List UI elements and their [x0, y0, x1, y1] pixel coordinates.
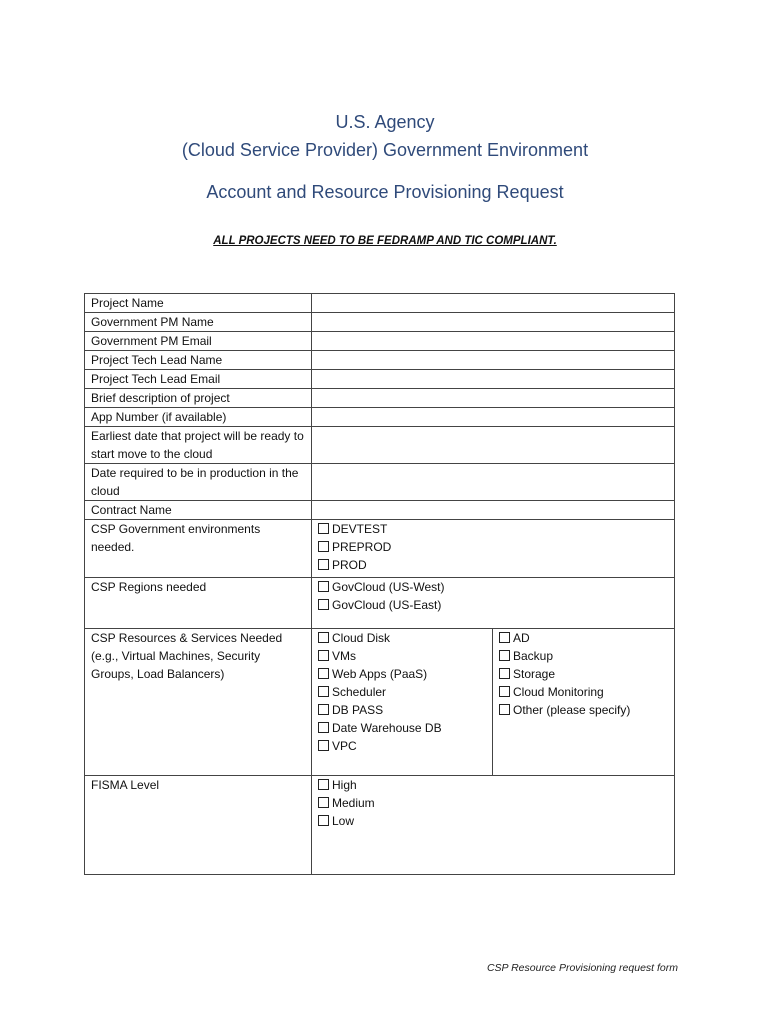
- table-row: [85, 370, 675, 389]
- option-high[interactable]: [318, 776, 668, 794]
- checkbox-icon[interactable]: [499, 704, 510, 715]
- pm-name-field[interactable]: [312, 313, 675, 332]
- option-label: High: [332, 778, 357, 792]
- option-vpc[interactable]: [318, 737, 486, 755]
- field-label: CSP Regions needed: [85, 578, 312, 629]
- table-row: [85, 332, 675, 351]
- checkbox-icon[interactable]: [318, 559, 329, 570]
- table-row: [85, 389, 675, 408]
- table-row: [85, 464, 675, 501]
- option-label: VMs: [332, 649, 356, 663]
- checkbox-icon[interactable]: [318, 541, 329, 552]
- table-row: [85, 351, 675, 370]
- field-label: FISMA Level: [85, 776, 312, 875]
- option-label: AD: [513, 631, 530, 645]
- table-row: [85, 313, 675, 332]
- request-title: Account and Resource Provisioning Request: [206, 182, 564, 202]
- fisma-options: [312, 776, 675, 875]
- checkbox-icon[interactable]: [318, 523, 329, 534]
- regions-options: [312, 578, 675, 629]
- table-row: [85, 294, 675, 313]
- option-label: Low: [332, 814, 355, 828]
- checkbox-icon[interactable]: [318, 815, 329, 826]
- field-label: Government PM Email: [85, 332, 312, 351]
- checkbox-icon[interactable]: [318, 599, 329, 610]
- option-other[interactable]: [499, 701, 668, 719]
- option-web-apps[interactable]: [318, 665, 486, 683]
- checkbox-icon[interactable]: [318, 704, 329, 715]
- option-label: Cloud Monitoring: [513, 685, 604, 699]
- table-row: [85, 408, 675, 427]
- document-title: [0, 108, 770, 206]
- option-label: DB PASS: [332, 703, 384, 717]
- option-label: PREPROD: [332, 540, 392, 554]
- option-prod[interactable]: [318, 556, 668, 574]
- checkbox-icon[interactable]: [318, 650, 329, 661]
- checkbox-icon[interactable]: [318, 740, 329, 751]
- agency-title: U.S. Agency: [335, 112, 435, 132]
- option-govcloud-us-west[interactable]: [318, 578, 668, 596]
- option-label: VPC: [332, 739, 357, 753]
- field-label: Project Name: [85, 294, 312, 313]
- field-label: Government PM Name: [85, 313, 312, 332]
- environments-options: [312, 520, 675, 578]
- option-storage[interactable]: [499, 665, 668, 683]
- option-label: Storage: [513, 667, 556, 681]
- checkbox-icon[interactable]: [318, 722, 329, 733]
- option-data-warehouse-db[interactable]: [318, 719, 486, 737]
- checkbox-icon[interactable]: [499, 686, 510, 697]
- checkbox-icon[interactable]: [318, 686, 329, 697]
- checkbox-icon[interactable]: [318, 797, 329, 808]
- option-vms[interactable]: [318, 647, 486, 665]
- table-row: [85, 629, 675, 776]
- option-label: Backup: [513, 649, 554, 663]
- checkbox-icon[interactable]: [318, 632, 329, 643]
- field-label: CSP Resources & Services Needed (e.g., Virtual Machines, Security Groups, Load Balancers): [85, 629, 312, 776]
- footer-caption: CSP Resource Provisioning request form: [486, 962, 678, 974]
- option-low[interactable]: [318, 812, 668, 830]
- field-label: Date required to be in production in the cloud: [85, 464, 312, 501]
- field-label: Contract Name: [85, 501, 312, 520]
- option-govcloud-us-east[interactable]: [318, 596, 668, 614]
- checkbox-icon[interactable]: [318, 668, 329, 679]
- option-backup[interactable]: [499, 647, 668, 665]
- field-label: CSP Government environments needed.: [85, 520, 312, 578]
- option-label: Scheduler: [332, 685, 387, 699]
- tech-lead-email-field[interactable]: [312, 370, 675, 389]
- option-label: Date Warehouse DB: [332, 721, 442, 735]
- earliest-date-field[interactable]: [312, 427, 675, 464]
- production-date-field[interactable]: [312, 464, 675, 501]
- option-cloud-disk[interactable]: [318, 629, 486, 647]
- option-cloud-monitoring[interactable]: [499, 683, 668, 701]
- field-label: Brief description of project: [85, 389, 312, 408]
- pm-email-field[interactable]: [312, 332, 675, 351]
- app-number-field[interactable]: [312, 408, 675, 427]
- project-name-field[interactable]: [312, 294, 675, 313]
- table-row: [85, 520, 675, 578]
- tech-lead-name-field[interactable]: [312, 351, 675, 370]
- checkbox-icon[interactable]: [318, 779, 329, 790]
- checkbox-icon[interactable]: [499, 668, 510, 679]
- table-row: [85, 501, 675, 520]
- resources-options-left: [312, 629, 493, 776]
- table-row: [85, 578, 675, 629]
- table-row: [85, 776, 675, 875]
- option-label: PROD: [332, 558, 367, 572]
- checkbox-icon[interactable]: [499, 650, 510, 661]
- checkbox-icon[interactable]: [318, 581, 329, 592]
- table-row: [85, 427, 675, 464]
- contract-name-field[interactable]: [312, 501, 675, 520]
- option-preprod[interactable]: [318, 538, 668, 556]
- option-label: Cloud Disk: [332, 631, 391, 645]
- option-devtest[interactable]: [318, 520, 668, 538]
- option-label: Web Apps (PaaS): [332, 667, 428, 681]
- field-label: App Number (if available): [85, 408, 312, 427]
- field-label: Project Tech Lead Name: [85, 351, 312, 370]
- option-label: GovCloud (US-West): [332, 580, 445, 594]
- option-label: Other (please specify): [513, 703, 631, 717]
- option-medium[interactable]: [318, 794, 668, 812]
- option-ad[interactable]: [499, 629, 668, 647]
- option-db-pass[interactable]: [318, 701, 486, 719]
- checkbox-icon[interactable]: [499, 632, 510, 643]
- option-label: GovCloud (US-East): [332, 598, 442, 612]
- compliance-notice: ALL PROJECTS NEED TO BE FEDRAMP AND TIC COMPLIANT.: [213, 235, 557, 247]
- project-description-field[interactable]: [312, 389, 675, 408]
- resources-options-right: [493, 629, 675, 776]
- field-label: Earliest date that project will be ready to start move to the cloud: [85, 427, 312, 464]
- option-label: Medium: [332, 796, 375, 810]
- environment-title: (Cloud Service Provider) Government Environment: [181, 140, 589, 160]
- option-label: DEVTEST: [332, 522, 388, 536]
- field-label: Project Tech Lead Email: [85, 370, 312, 389]
- provisioning-form: [84, 293, 675, 875]
- option-scheduler[interactable]: [318, 683, 486, 701]
